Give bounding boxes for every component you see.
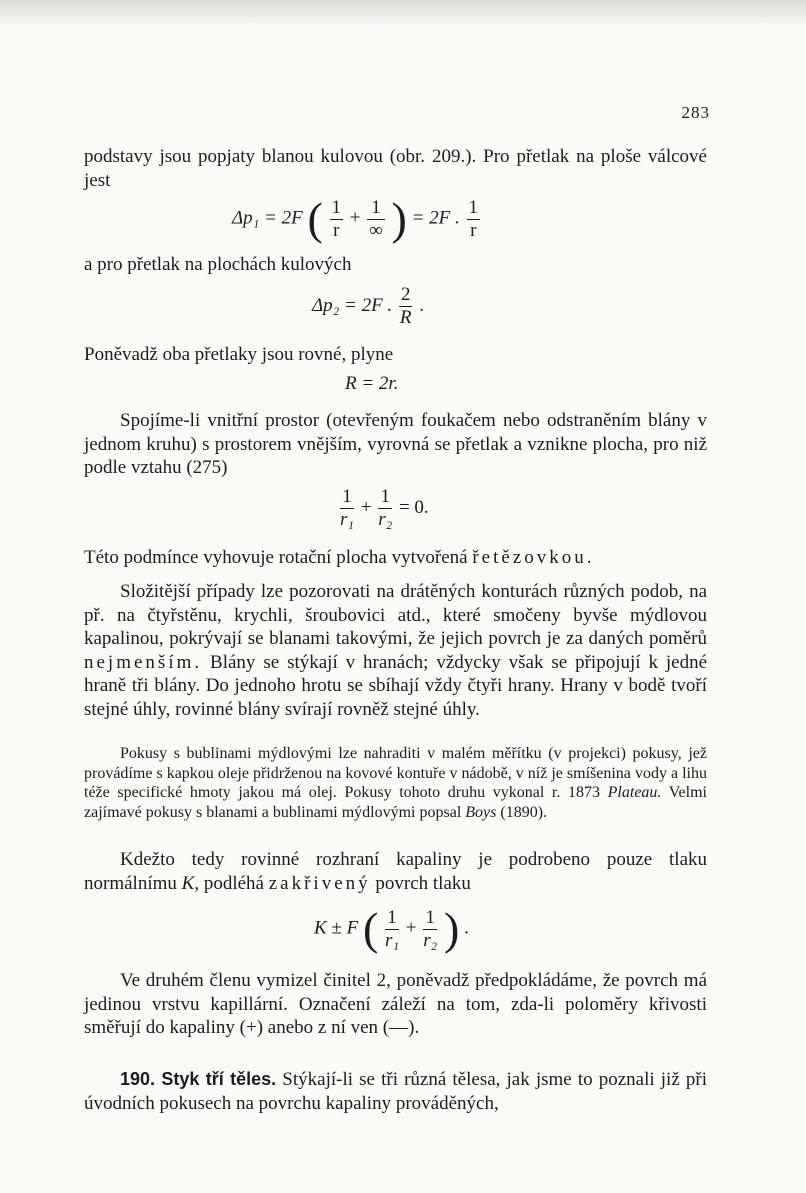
eq5-frac-1-num: 1 [385, 907, 399, 930]
paragraph-7-K: K [181, 872, 195, 894]
eq3-text: R = 2r. [345, 373, 399, 394]
eq1-frac-2-num: 1 [367, 197, 385, 220]
eq5-plus: + [405, 917, 417, 939]
eq5-open-paren: ( [362, 903, 379, 954]
eq2-frac-den: R [399, 307, 412, 328]
eq4-plus: + [360, 496, 372, 518]
eq2-frac [399, 284, 413, 329]
paragraph-6-text [84, 580, 707, 721]
eq4-frac-2 [378, 486, 392, 531]
eq1-frac-1 [330, 197, 344, 242]
eq5-frac-2 [423, 907, 437, 952]
eq5-lhs: K ± F [314, 917, 359, 939]
eq1-lhs: Δp₁ = 2F [232, 207, 303, 229]
paragraph-9: Stýkají-li se tři různá tělesa, jak jsme to poznali již při úvodních pokusech na povrchu kapaliny prováděných, [84, 1069, 707, 1114]
eq4-end: = 0. [398, 496, 429, 518]
small-print-note [84, 744, 707, 822]
paragraph-5-a: Této podmínce vyhovuje rotační plocha vytvořená [84, 547, 473, 568]
eq5-close-paren: ) [444, 903, 460, 954]
section-190 [84, 1068, 707, 1115]
eq4-frac-1-den: r₁ [340, 509, 354, 530]
eq2-frac-num: 2 [400, 284, 411, 305]
small-b: Velmi zajímavé pokusy s blanami a bublinami mýdlovými popsal [84, 784, 707, 821]
equation-1 [232, 193, 482, 244]
paragraph-7-spaced: zakřivený [268, 872, 371, 894]
small-print-text [84, 744, 707, 822]
paragraph-4 [84, 409, 707, 480]
paragraph-2 [84, 253, 707, 277]
small-boys: Boys [465, 803, 497, 821]
paragraph-7-text [84, 848, 707, 895]
paragraph-7-c: povrch tlaku [370, 872, 471, 894]
page-number: 283 [681, 103, 710, 122]
paragraph-7-a: Kdežto tedy rovinné rozhraní kapaliny je podrobeno pouze tlaku normálnímu [84, 849, 707, 894]
paragraph-5-text [84, 546, 707, 570]
eq1-frac-2 [367, 197, 385, 242]
eq1-frac-2-den: ∞ [369, 219, 383, 241]
eq2-end: . [419, 294, 424, 316]
eq5-frac-2-num: 1 [423, 907, 437, 930]
eq1-close-paren: ) [391, 193, 407, 244]
section-190-text [84, 1068, 707, 1115]
paragraph-6-b: Blány se stýkají v hranách; vždycky však se připojují k jedné hraně tři blány. Do jednoho hrotu se sbíhají vždy čtyři hrany. Hrany v bodě tvoří stejné úhly, rovinné blány svírají rovněž stejné úhly. [84, 651, 707, 720]
paragraph-7 [84, 848, 707, 895]
paragraph-7-b: , podléhá [194, 872, 269, 894]
small-a: Pokusy s bublinami mýdlovými lze nahraditi v malém měřítku (v projekci) pokusy, jež provádíme s kapkou oleje přidrženou na kovové kontuře v nádobě, v níž je smíšenina vody a lihu téže specifické hmoty jakou má olej. Pokusy tohoto druhu vykonal r. 1873 [84, 745, 707, 801]
equation-5 [314, 903, 469, 954]
paragraph-8 [84, 969, 707, 1040]
eq5-frac-2-den: r₂ [423, 929, 438, 951]
eq5-frac-1-den: r₁ [385, 929, 400, 951]
paragraph-6 [84, 580, 707, 721]
eq1-plus: + [349, 207, 361, 229]
paragraph-1-text: podstavy jsou popjaty blanou kulovou (obr. 209.). Pro přetlak na ploše válcové jest [84, 146, 707, 191]
small-c: (1890). [496, 803, 548, 821]
equation-2 [312, 284, 424, 329]
paragraph-4-text: Spojíme-li vnitřní prostor (otevřeným foukačem nebo odstraněním blány v jednom kruhu) s prostorem vnějším, vyrovná se přetlak a vznikne plocha, pro niž podle vztahu (275) [84, 410, 707, 478]
eq4-frac-2-num: 1 [378, 486, 392, 509]
paragraph-3 [84, 343, 707, 367]
small-plateau: Plateau. [607, 784, 662, 801]
eq1-frac-1-den: r [333, 219, 340, 241]
equation-3 [345, 373, 398, 395]
paragraph-6-a: Složitější případy lze pozorovati na drátěných konturách různých podob, na př. na čtyřstěnu, krychli, šroubovici atd., které smočeny byvše mýdlovou kapalinou, pokrývají se blanami takovými, že jejich povrch je za daných poměrů [84, 581, 707, 649]
eq2-lhs: Δp₂ = 2F . [312, 294, 393, 316]
scan-shadow [0, 0, 806, 26]
eq1-open-paren: ( [307, 193, 323, 244]
equation-4 [338, 486, 429, 531]
paragraph-1 [84, 145, 707, 192]
eq1-frac-1-num: 1 [331, 196, 342, 218]
eq5-frac-1 [385, 907, 399, 952]
eq5-end: . [464, 917, 469, 939]
eq1-frac-3 [467, 197, 481, 242]
paragraph-5 [84, 546, 707, 570]
paragraph-5-spaced: řetězovkou. [472, 547, 595, 568]
eq4-frac-2-den: r₂ [378, 509, 393, 530]
section-heading: 190. Styk tří těles. [120, 1069, 277, 1089]
paragraph-3-text: Poněvadž oba přetlaky jsou rovné, plyne [84, 344, 394, 365]
eq4-frac-1-num: 1 [340, 486, 354, 509]
paragraph-8-text: Ve druhém členu vymizel činitel 2, poněvadž předpokládáme, že povrch má jedinou vrstvu kapillární. Označení záleží na tom, zda-li poloměry křivosti směřují do kapaliny (+) anebo z ní ven (—). [84, 970, 707, 1038]
eq1-mid: = 2F . [411, 207, 460, 229]
eq1-frac-3-num: 1 [468, 196, 479, 218]
eq4-frac-1 [340, 486, 354, 531]
paragraph-6-spaced: nejmenším. [84, 651, 203, 673]
paragraph-2-text: a pro přetlak na plochách kulových [84, 254, 352, 275]
eq1-frac-3-den: r [470, 219, 477, 241]
